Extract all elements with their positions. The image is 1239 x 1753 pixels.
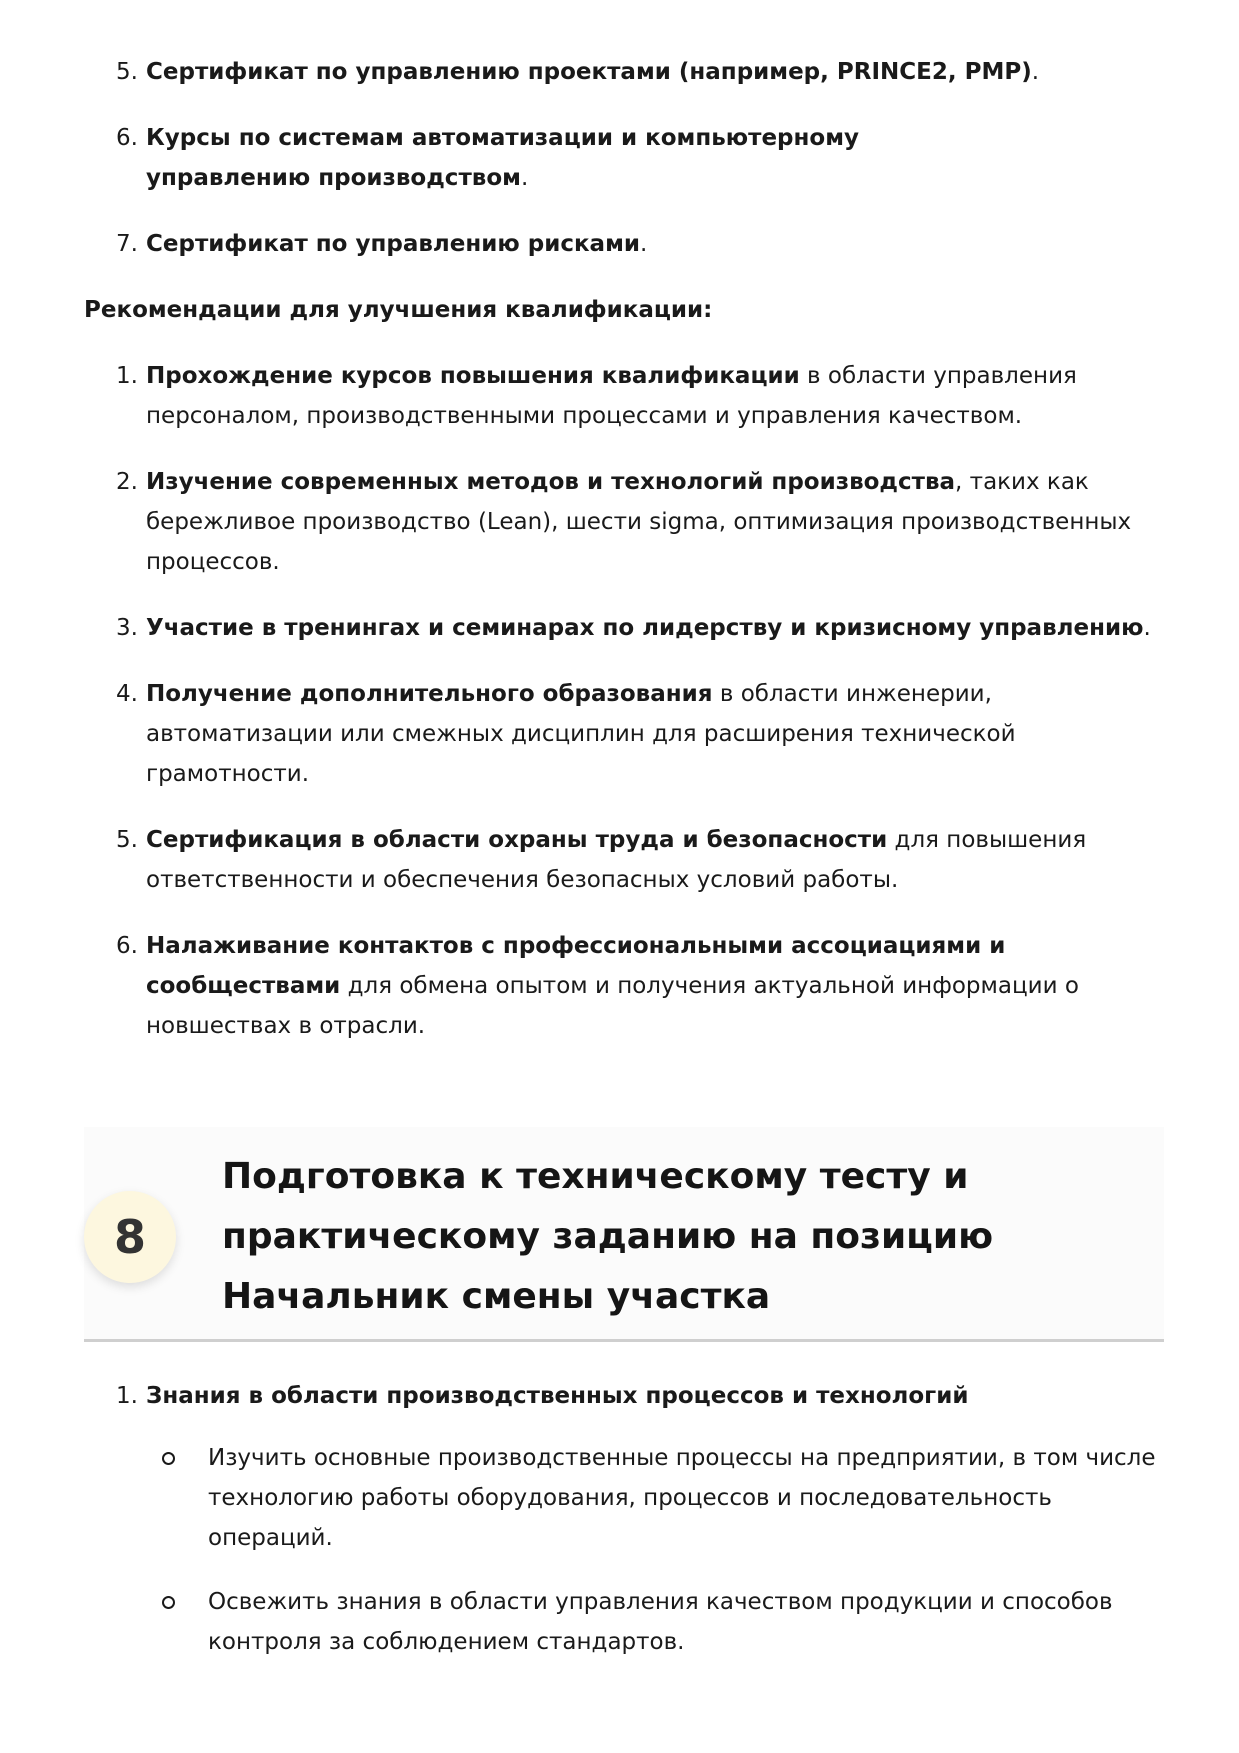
- list-item-bold: Налаживание контактов с профессиональными ассоциациями и сообществами: [146, 933, 1006, 999]
- list-item-text: для повышения ответственности и обеспечения безопасных условий работы.: [146, 827, 1087, 893]
- list-number: 1.: [116, 1383, 138, 1409]
- list-number: 7.: [116, 231, 138, 257]
- list-item-bold: Участие в тренингах и семинарах по лидерству и кризисному управлению: [146, 615, 1144, 641]
- list-item-bold: Сертификация в области охраны труда и безопасности: [146, 827, 888, 853]
- bullet-item: [146, 1582, 1164, 1662]
- list-item-bold: Прохождение курсов повышения квалификации: [146, 363, 800, 389]
- list-item-text: в области управления персоналом, производственными процессами и управления качеством.: [146, 363, 1077, 429]
- list-item: [84, 608, 1164, 648]
- list-item-bold: Сертификат по управлению рисками: [146, 231, 640, 257]
- page-content: [84, 52, 1164, 1072]
- list-item-text: для обмена опытом и получения актуальной информации о новшествах в отрасли.: [146, 973, 1079, 1039]
- bullet-circle-icon: [162, 1452, 175, 1465]
- certificates-list: [84, 52, 1164, 264]
- list-number: 3.: [116, 615, 138, 641]
- list-item-text: .: [1143, 615, 1151, 641]
- section-title: Подготовка к техническому тесту и практическому заданию на позицию Начальник смены участка: [222, 1156, 994, 1317]
- list-item-text: в области инженерии, автоматизации или смежных дисциплин для расширения технической грамотности.: [146, 681, 1016, 787]
- list-item: [84, 674, 1164, 794]
- list-item-bold: Курсы по системам автоматизации и компьютерному управлению производством: [146, 125, 859, 191]
- list-item-bold: Получение дополнительного образования: [146, 681, 713, 707]
- list-number: 2.: [116, 469, 138, 495]
- list-item: [84, 820, 1106, 900]
- recommendations-heading: Рекомендации для улучшения квалификации:: [84, 297, 713, 323]
- list-number: 6.: [116, 125, 138, 151]
- bullet-item: [146, 1438, 1164, 1558]
- list-item: [84, 462, 1164, 582]
- list-number: 6.: [116, 933, 138, 959]
- list-item-text: .: [520, 165, 529, 191]
- section-header: [84, 1127, 1164, 1342]
- list-number: 4.: [116, 681, 138, 707]
- list-number: 5.: [116, 59, 138, 85]
- list-item: [84, 356, 1106, 436]
- list-item: [84, 926, 1164, 1046]
- list-item-text: .: [1031, 59, 1040, 85]
- knowledge-bullets: [146, 1438, 1164, 1662]
- list-item: [84, 1376, 1164, 1416]
- knowledge-section: [84, 1376, 1164, 1686]
- list-number: 1.: [116, 363, 138, 389]
- bullet-text: Изучить основные производственные процессы на предприятии, в том числе технологию работы оборудования, процессов и последовательность операций.: [208, 1445, 1156, 1551]
- list-item-text: .: [640, 231, 648, 257]
- list-item: [84, 118, 986, 198]
- bullet-circle-icon: [162, 1596, 175, 1609]
- list-item-bold: Изучение современных методов и технологий производства: [146, 469, 956, 495]
- list-item-text: , таких как бережливое производство (Lean), шести sigma, оптимизация производственных процессов.: [146, 469, 1132, 575]
- list-item-bold: Знания в области производственных процессов и технологий: [146, 1383, 969, 1409]
- list-item-bold: Сертификат по управлению проектами (например, PRINCE2, PMP): [146, 59, 1032, 85]
- list-item: [84, 224, 1164, 264]
- list-number: 5.: [116, 827, 138, 853]
- section-number-badge: 8: [84, 1191, 176, 1283]
- list-item: [84, 52, 1164, 92]
- bullet-text: Освежить знания в области управления качеством продукции и способов контроля за соблюдением стандартов.: [208, 1589, 1113, 1655]
- recommendations-list: [84, 356, 1164, 1046]
